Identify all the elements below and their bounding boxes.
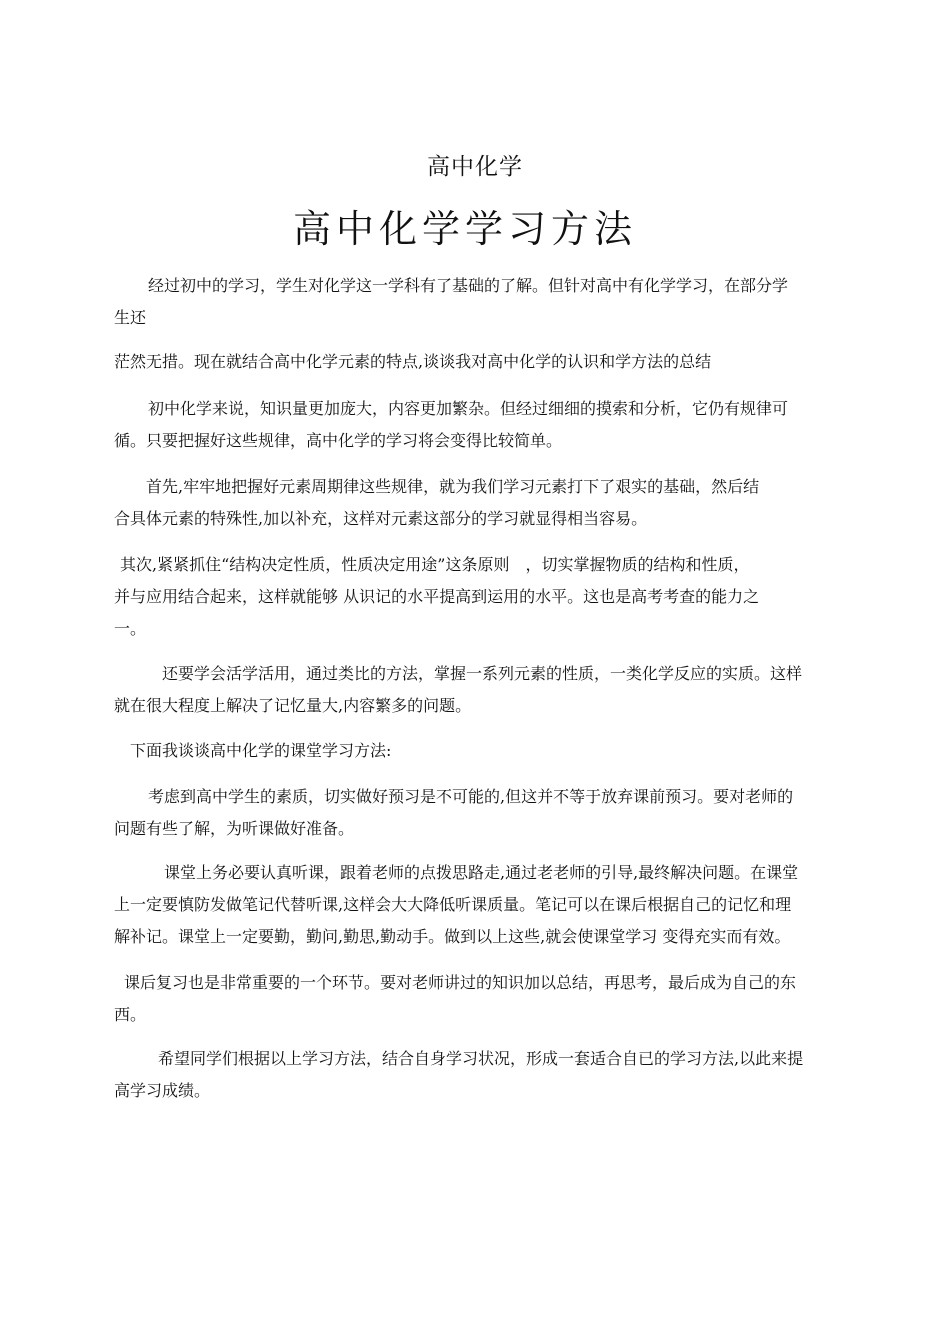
body-line: 上一定要慎防发做笔记代替听课,这样会大大降低听课质量。笔记可以在课后根据自己的记忆和理 [114, 895, 792, 914]
body-line: 课后复习也是非常重要的一个环节。要对老师讲过的知识加以总结，再思考，最后成为自己的东 [124, 973, 797, 992]
body-line: 一。 [114, 619, 147, 638]
body-line: 考虑到高中学生的素质，切实做好预习是不可能的,但这并不等于放弃课前预习。要对老师的 [148, 787, 794, 806]
body-line: 西。 [114, 1005, 147, 1024]
body-line: 解补记。课堂上一定要勤，勤问,勤思,勤动手。做到以上这些,就会使课堂学习 变得充实而有效。 [114, 927, 791, 946]
body-line: 还要学会活学活用，通过类比的方法，掌握一系列元素的性质，一类化学反应的实质。这样 [162, 664, 803, 683]
body-line: 茫然无措。现在就结合高中化学元素的特点,谈谈我对高中化学的认识和学方法的总结 [114, 352, 712, 371]
body-line: 下面我谈谈高中化学的课堂学习方法: [130, 741, 392, 760]
body-line: 希望同学们根据以上学习方法，结合自身学习状况，形成一套适合自已的学习方法,以此来提 [158, 1049, 804, 1068]
body-line: 课堂上务必要认真听课，跟着老师的点拨思路走,通过老老师的引导,最终解决问题。在课堂 [164, 863, 799, 882]
body-line: 问题有些了解，为听课做好准备。 [114, 819, 355, 838]
page-title: 高中化学学习方法 [292, 207, 637, 251]
body-line: 合具体元素的特殊性,加以补充，这样对元素这部分的学习就显得相当容易。 [114, 509, 648, 528]
document-header: 高中化学 [427, 154, 523, 180]
body-line: 初中化学来说，知识量更加庞大，内容更加繁杂。但经过细细的摸索和分析，它仍有规律可 [148, 399, 789, 418]
body-line: 其次,紧紧抓住“结构决定性质，性质决定用途”这条原则 ，切实掌握物质的结构和性质， [120, 555, 750, 574]
body-line: 首先,牢牢地把握好元素周期律这些规律，就为我们学习元素打下了艰实的基础，然后结 [146, 477, 760, 496]
body-line: 经过初中的学习，学生对化学这一学科有了基础的了解。但针对高中有化学学习，在部分学 [148, 276, 789, 295]
body-line: 高学习成绩。 [114, 1081, 211, 1100]
body-line: 就在很大程度上解决了记忆量大,内容繁多的问题。 [114, 696, 472, 715]
body-line: 循。只要把握好这些规律，高中化学的学习将会变得比较简单。 [114, 431, 563, 450]
body-line: 并与应用结合起来，这样就能够 从识记的水平提高到运用的水平。这也是高考考查的能力之 [114, 587, 760, 606]
body-line: 生还 [114, 308, 147, 327]
